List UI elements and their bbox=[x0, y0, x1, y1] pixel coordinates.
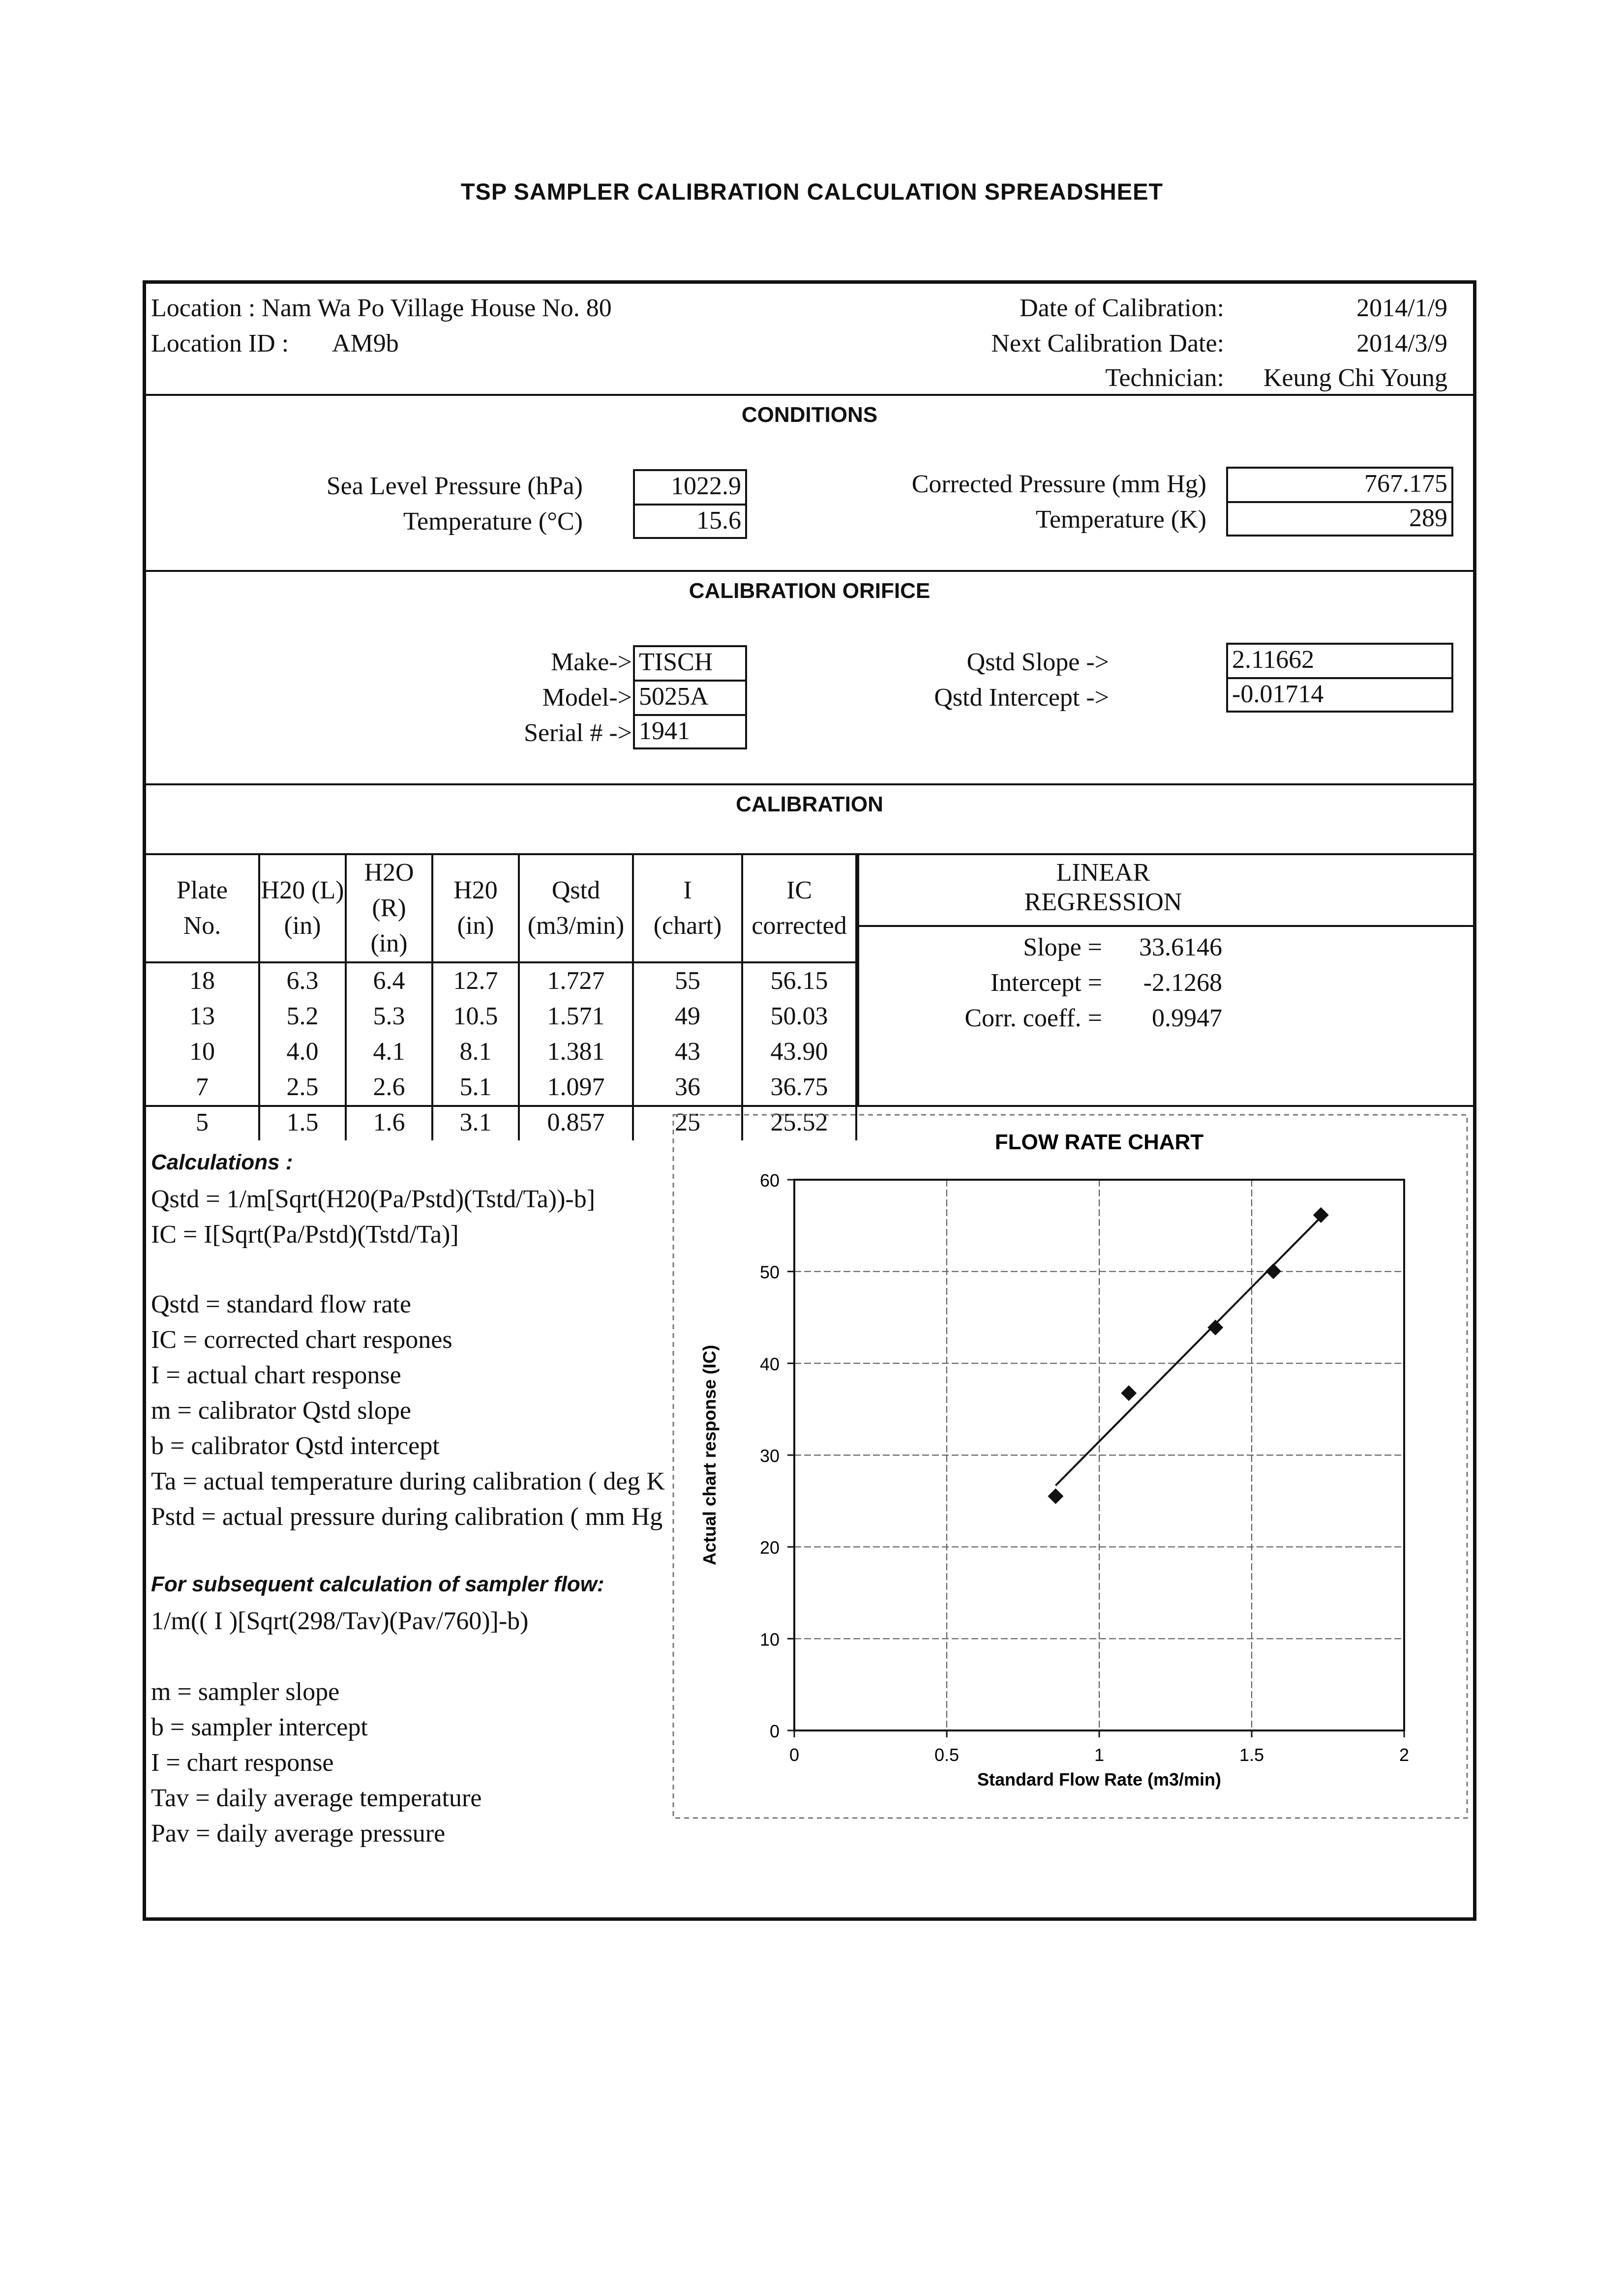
cell: 6.3 bbox=[259, 962, 346, 999]
list-item: I = chart response bbox=[151, 1749, 334, 1777]
col-header-h2o-right: H2O (R) (in) bbox=[346, 855, 432, 962]
y-tick-label: 20 bbox=[759, 1537, 780, 1558]
cell: 4.1 bbox=[346, 1034, 432, 1070]
cell: 25.52 bbox=[742, 1105, 856, 1140]
model-value: 5025A bbox=[633, 680, 747, 716]
cell: 13 bbox=[145, 999, 259, 1034]
next-date-label: Next Calibration Date: bbox=[991, 329, 1224, 358]
corr-coeff-label: Corr. coeff. = bbox=[964, 1004, 1102, 1032]
cell: 36 bbox=[633, 1070, 742, 1105]
cell: 10.5 bbox=[432, 999, 519, 1034]
slope-value: 33.6146 bbox=[1139, 933, 1222, 961]
col-header-ic: IC corrected bbox=[742, 855, 856, 962]
model-label: Model-> bbox=[542, 684, 632, 712]
subsequent-definition-list bbox=[151, 1674, 481, 1851]
subsequent-formula: 1/m(( I )[Sqrt(298/Tav)(Pav/760)]-b) bbox=[151, 1607, 529, 1635]
corrected-pressure-label: Corrected Pressure (mm Hg) bbox=[911, 470, 1206, 498]
table-header-row bbox=[145, 855, 856, 962]
cell: 1.727 bbox=[519, 962, 633, 999]
x-tick-label: 1 bbox=[1094, 1745, 1105, 1765]
corrected-pressure-value: 767.175 bbox=[1226, 467, 1453, 503]
col-header-h2o: H20 (in) bbox=[432, 855, 519, 962]
x-tick-label: 0.5 bbox=[934, 1745, 960, 1765]
location-id-label: Location ID : bbox=[151, 329, 289, 358]
technician-label: Technician: bbox=[1105, 364, 1224, 392]
chart-frame bbox=[673, 1115, 1467, 1818]
col-header-h2o-left: H20 (L) (in) bbox=[259, 855, 346, 962]
cell: 12.7 bbox=[432, 962, 519, 999]
make-label: Make-> bbox=[550, 648, 632, 676]
x-tick-label: 0 bbox=[789, 1745, 800, 1765]
col-header-plate: Plate No. bbox=[145, 855, 259, 962]
sea-level-pressure-label: Sea Level Pressure (hPa) bbox=[326, 472, 583, 500]
orifice-title: CALIBRATION ORIFICE bbox=[689, 579, 931, 603]
divider bbox=[146, 570, 1473, 572]
data-point bbox=[1265, 1263, 1281, 1279]
formula-qstd: Qstd = 1/m[Sqrt(H20(Pa/Pstd)(Tstd/Ta))-b] bbox=[151, 1185, 596, 1213]
cell: 1.381 bbox=[519, 1034, 633, 1070]
col-header-i: I (chart) bbox=[633, 855, 742, 962]
qstd-intercept-value: -0.01714 bbox=[1226, 677, 1453, 713]
date-value: 2014/1/9 bbox=[1356, 294, 1447, 322]
cell: 4.0 bbox=[259, 1034, 346, 1070]
sea-level-pressure-value: 1022.9 bbox=[633, 469, 747, 506]
x-axis-label: Standard Flow Rate (m3/min) bbox=[977, 1769, 1222, 1789]
trendline bbox=[1055, 1217, 1321, 1486]
calibration-table bbox=[144, 855, 857, 1140]
cell: 10 bbox=[145, 1034, 259, 1070]
x-tick-label: 1.5 bbox=[1239, 1745, 1264, 1765]
cell: 43 bbox=[633, 1034, 742, 1070]
list-item: m = calibrator Qstd slope bbox=[151, 1397, 411, 1425]
formula-ic: IC = I[Sqrt(Pa/Pstd)(Tstd/Ta)] bbox=[151, 1221, 459, 1249]
flow-rate-chart bbox=[671, 1113, 1470, 1821]
serial-label: Serial # -> bbox=[524, 719, 632, 747]
cell: 2.6 bbox=[346, 1070, 432, 1105]
cell: 1.571 bbox=[519, 999, 633, 1034]
data-point bbox=[1121, 1385, 1137, 1401]
y-tick-label: 40 bbox=[759, 1354, 780, 1374]
calculations-title: Calculations : bbox=[151, 1150, 293, 1174]
intercept-label: Intercept = bbox=[990, 969, 1102, 997]
page-title: TSP SAMPLER CALIBRATION CALCULATION SPREADSHEET bbox=[460, 179, 1164, 205]
temperature-c-label: Temperature (°C) bbox=[403, 507, 583, 536]
cell: 5 bbox=[145, 1105, 259, 1140]
data-point bbox=[1207, 1320, 1223, 1336]
x-tick-label: 2 bbox=[1399, 1745, 1410, 1765]
cell: 25 bbox=[633, 1105, 742, 1140]
corr-coeff-value: 0.9947 bbox=[1152, 1004, 1222, 1032]
cell: 1.6 bbox=[346, 1105, 432, 1140]
cell: 36.75 bbox=[742, 1070, 856, 1105]
cell: 50.03 bbox=[742, 999, 856, 1034]
slope-label: Slope = bbox=[1023, 933, 1102, 961]
col-header-qstd: Qstd (m3/min) bbox=[519, 855, 633, 962]
y-tick-label: 0 bbox=[769, 1721, 780, 1741]
regression-labels bbox=[964, 930, 1102, 1036]
serial-value: 1941 bbox=[633, 714, 747, 749]
table-row bbox=[145, 962, 856, 999]
cell: 8.1 bbox=[432, 1034, 519, 1070]
cell: 49 bbox=[633, 999, 742, 1034]
list-item: Ta = actual temperature during calibration ( deg K bbox=[151, 1467, 665, 1495]
list-item: Qstd = standard flow rate bbox=[151, 1290, 411, 1318]
location-id-value: AM9b bbox=[332, 329, 399, 358]
next-date-value: 2014/3/9 bbox=[1356, 329, 1447, 358]
y-tick-label: 50 bbox=[759, 1262, 780, 1282]
cell: 2.5 bbox=[259, 1070, 346, 1105]
cell: 0.857 bbox=[519, 1105, 633, 1140]
qstd-slope-value: 2.11662 bbox=[1226, 643, 1453, 679]
list-item: Pav = daily average pressure bbox=[151, 1819, 446, 1848]
y-tick-label: 30 bbox=[759, 1446, 780, 1466]
list-item: Tav = daily average temperature bbox=[151, 1784, 482, 1812]
temperature-k-value: 289 bbox=[1226, 501, 1453, 537]
technician-value: Keung Chi Young bbox=[1263, 364, 1447, 392]
data-point bbox=[1048, 1489, 1063, 1504]
cell: 5.2 bbox=[259, 999, 346, 1034]
cell: 43.90 bbox=[742, 1034, 856, 1070]
cell: 56.15 bbox=[742, 962, 856, 999]
list-item: b = calibrator Qstd intercept bbox=[151, 1432, 440, 1460]
list-item: b = sampler intercept bbox=[151, 1713, 368, 1741]
calibration-sheet bbox=[143, 280, 1476, 1921]
cell: 55 bbox=[633, 962, 742, 999]
table-row bbox=[145, 1034, 856, 1070]
qstd-intercept-label: Qstd Intercept -> bbox=[934, 684, 1109, 712]
chart-title: FLOW RATE CHART bbox=[994, 1130, 1204, 1154]
y-axis-label: Actual chart response (IC) bbox=[699, 1344, 720, 1566]
cell: 7 bbox=[145, 1070, 259, 1105]
subsequent-title: For subsequent calculation of sampler flow: bbox=[151, 1572, 604, 1596]
cell: 1.5 bbox=[259, 1105, 346, 1140]
table-row bbox=[145, 1070, 856, 1105]
divider bbox=[146, 1105, 1473, 1107]
data-point bbox=[1313, 1207, 1329, 1223]
regression-values bbox=[1139, 930, 1222, 1036]
cell: 18 bbox=[145, 962, 259, 999]
list-item: Pstd = actual pressure during calibration ( mm Hg bbox=[151, 1503, 663, 1531]
temperature-k-label: Temperature (K) bbox=[1035, 506, 1206, 534]
calibration-title: CALIBRATION bbox=[736, 792, 883, 816]
cell: 6.4 bbox=[346, 962, 432, 999]
formula-list bbox=[151, 1182, 672, 1252]
divider bbox=[146, 783, 1473, 785]
date-label: Date of Calibration: bbox=[1020, 294, 1224, 322]
cell: 3.1 bbox=[432, 1105, 519, 1140]
cell: 1.097 bbox=[519, 1070, 633, 1105]
make-value: TISCH bbox=[633, 645, 747, 682]
list-item: m = sampler slope bbox=[151, 1678, 340, 1706]
location-label: Location : Nam Wa Po Village House No. 80 bbox=[151, 294, 612, 322]
temperature-c-value: 15.6 bbox=[633, 504, 747, 539]
list-item: IC = corrected chart respones bbox=[151, 1326, 452, 1354]
definition-list bbox=[151, 1287, 672, 1535]
cell: 5.3 bbox=[346, 999, 432, 1034]
y-tick-label: 10 bbox=[759, 1629, 780, 1650]
regression-title: LINEAR REGRESSION bbox=[1024, 859, 1182, 916]
y-tick-label: 60 bbox=[759, 1170, 780, 1191]
table-row bbox=[145, 999, 856, 1034]
divider bbox=[146, 394, 1473, 396]
list-item: I = actual chart response bbox=[151, 1361, 401, 1389]
divider bbox=[857, 925, 1473, 927]
intercept-value: -2.1268 bbox=[1143, 969, 1222, 997]
conditions-title: CONDITIONS bbox=[741, 403, 878, 427]
cell: 5.1 bbox=[432, 1070, 519, 1105]
qstd-slope-label: Qstd Slope -> bbox=[966, 648, 1109, 676]
